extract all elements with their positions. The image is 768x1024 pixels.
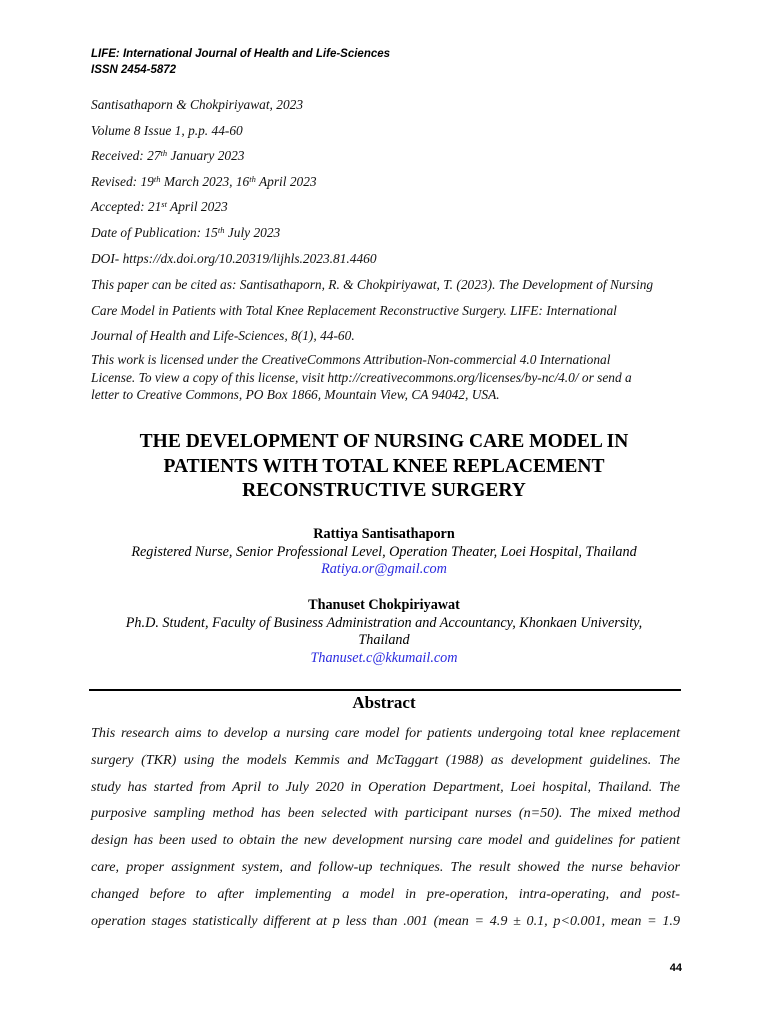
author-email[interactable]: Thanuset.c@kkumail.com — [310, 649, 458, 666]
abstract-line: design has been used to obtain the new development nursing care model and guidelines for patient — [91, 832, 680, 849]
received-date: Received: 27th January 2023 — [91, 148, 245, 164]
title-line: RECONSTRUCTIVE SURGERY — [242, 480, 526, 501]
author-affiliation: Registered Nurse, Senior Professional Level, Operation Theater, Loei Hospital, Thailand — [131, 543, 637, 560]
license-line[interactable]: License. To view a copy of this license, visit http://creativecommons.org/licenses/by-nc/4.0/ or send a — [91, 369, 632, 385]
volume-issue: Volume 8 Issue 1, p.p. 44-60 — [91, 122, 243, 138]
citation-line: Journal of Health and Life-Sciences, 8(1), 44-60. — [91, 328, 355, 344]
license-block — [91, 351, 691, 404]
citation-line: Care Model in Patients with Total Knee Replacement Reconstructive Surgery. LIFE: International — [91, 302, 617, 318]
doi-link[interactable]: DOI- https://dx.doi.org/10.20319/lijhls.2023.81.4460 — [91, 250, 377, 266]
abstract-line: study has started from April to July 2020 in Operation Department, Loei hospital, Thailand. The — [91, 778, 680, 795]
author-block — [60, 526, 708, 579]
citation-line: This paper can be cited as: Santisathaporn, R. & Chokpiriyawat, T. (2023). The Development of Nursing — [91, 277, 654, 292]
author-email[interactable]: Ratiya.or@gmail.com — [321, 561, 447, 577]
license-line: letter to Creative Commons, PO Box 1866, Mountain View, CA 94042, USA. — [91, 387, 500, 402]
abstract-body — [91, 720, 680, 934]
abstract-line: changed before to after implementing a model in pre-operation, intra-operating, and post- — [91, 885, 680, 902]
abstract-line: operation stages statistically different at p less than .001 (mean = 4.9 ± 0.1, p<0.001, mean = 1.9 — [91, 912, 680, 929]
title-line: THE DEVELOPMENT OF NURSING CARE MODEL IN — [139, 431, 629, 452]
author-name: Rattiya Santisathaporn — [313, 526, 455, 542]
journal-name: LIFE: International Journal of Health and Life-Sciences — [91, 48, 391, 60]
abstract-line: This research aims to develop a nursing care model for patients undergoing total knee replacement — [91, 725, 680, 741]
author-block — [60, 597, 708, 667]
abstract-heading: Abstract — [352, 693, 416, 712]
authors-year: Santisathaporn & Chokpiriyawat, 2023 — [91, 97, 304, 112]
revised-date: Revised: 19th March 2023, 16th April 2023 — [91, 173, 317, 189]
author-affiliation: Thailand — [358, 632, 410, 648]
page-number: 44 — [669, 962, 682, 974]
author-affiliation: Ph.D. Student, Faculty of Business Administration and Accountancy, Khonkaen University, — [125, 614, 643, 631]
abstract-line: purposive sampling method has been selected with participant nurses (n=50). The mixed method — [91, 805, 680, 822]
citation-block — [91, 272, 691, 349]
article-metadata — [91, 92, 691, 271]
author-name: Thanuset Chokpiriyawat — [308, 597, 460, 613]
license-line: This work is licensed under the CreativeCommons Attribution-Non-commercial 4.0 International — [91, 352, 611, 367]
journal-issn: ISSN 2454-5872 — [91, 64, 177, 76]
paper-title — [84, 430, 684, 504]
title-line: PATIENTS WITH TOTAL KNEE REPLACEMENT — [163, 455, 605, 477]
accepted-date: Accepted: 21st April 2023 — [91, 199, 228, 215]
abstract-line: surgery (TKR) using the models Kemmis and McTaggart (1988) as development guidelines. The — [91, 751, 680, 768]
publication-date: Date of Publication: 15th July 2023 — [91, 224, 281, 240]
section-divider — [89, 689, 681, 691]
abstract-line: care, proper assignment system, and follow-up techniques. The result showed the nurse behavior — [91, 858, 680, 875]
journal-header — [91, 46, 390, 78]
